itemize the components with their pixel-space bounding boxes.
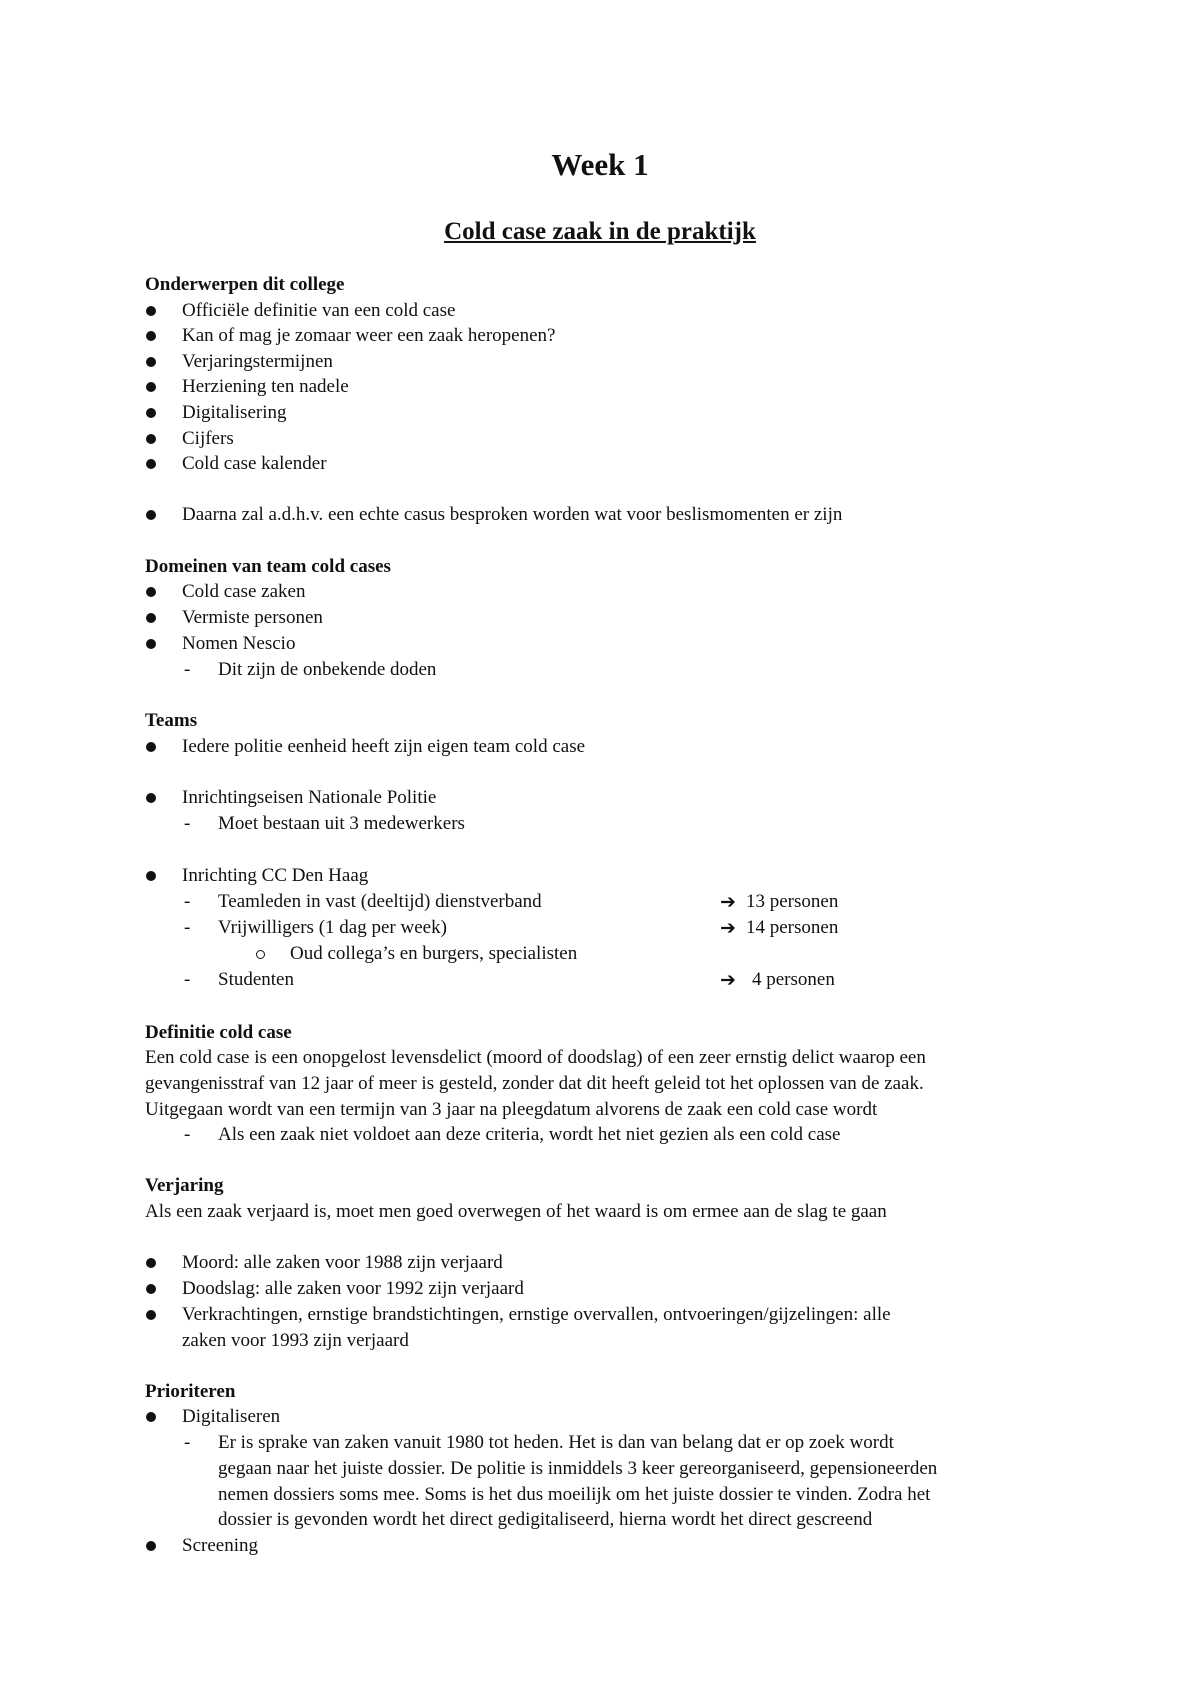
heading-teams: Teams <box>145 710 198 731</box>
dash-marker: - <box>184 813 191 834</box>
list-item: Cold case zaken <box>182 581 306 602</box>
bullet <box>146 382 156 392</box>
team-row-value: 4 personen <box>752 969 835 990</box>
arrow-right-icon: ➔ <box>720 969 736 991</box>
arrow-right-icon: ➔ <box>720 917 736 939</box>
list-item: Cold case kalender <box>182 453 327 474</box>
list-item: Inrichtingseisen Nationale Politie <box>182 787 437 808</box>
paragraph-line: Uitgegaan wordt van een termijn van 3 jaar na pleegdatum alvorens de zaak een cold case wordt <box>145 1099 878 1120</box>
paragraph-line: Een cold case is een onopgelost levensdelict (moord of doodslag) of een zeer ernstig delict waarop een <box>145 1047 926 1068</box>
dash-marker: - <box>184 891 191 912</box>
list-item: Digitalisering <box>182 402 287 423</box>
sub-item: Moet bestaan uit 3 medewerkers <box>218 813 465 834</box>
list-item: Nomen Nescio <box>182 633 296 654</box>
sub-item-line: gegaan naar het juiste dossier. De politie is inmiddels 3 keer gereorganiseerd, gepensioneerden <box>218 1458 938 1479</box>
bullet <box>146 434 156 444</box>
list-item: Vermiste personen <box>182 607 323 628</box>
list-item: Moord: alle zaken voor 1988 zijn verjaard <box>182 1252 503 1273</box>
paragraph-line: Als een zaak verjaard is, moet men goed overwegen of het waard is om ermee aan de slag te gaan <box>145 1201 887 1222</box>
page-subtitle: Cold case zaak in de praktijk <box>444 218 756 245</box>
bullet <box>146 587 156 597</box>
dash-marker: - <box>184 1432 191 1453</box>
bullet <box>146 1541 156 1551</box>
list-item-continuation: zaken voor 1993 zijn verjaard <box>182 1330 409 1351</box>
bullet <box>146 742 156 752</box>
list-item: Doodslag: alle zaken voor 1992 zijn verjaard <box>182 1278 524 1299</box>
heading-onderwerpen: Onderwerpen dit college <box>145 274 345 295</box>
team-row-label: Studenten <box>218 969 294 990</box>
bullet <box>146 331 156 341</box>
sub-sub-item: Oud collega’s en burgers, specialisten <box>290 943 578 964</box>
sub-item-line: Er is sprake van zaken vanuit 1980 tot heden. Het is dan van belang dat er op zoek wordt <box>218 1432 894 1453</box>
heading-prioriteren: Prioriteren <box>145 1381 236 1402</box>
list-item: Inrichting CC Den Haag <box>182 865 369 886</box>
sub-item: Als een zaak niet voldoet aan deze criteria, wordt het niet gezien als een cold case <box>218 1124 841 1145</box>
list-item: Verjaringstermijnen <box>182 351 333 372</box>
bullet <box>146 510 156 520</box>
bullet <box>146 459 156 469</box>
list-item: Daarna zal a.d.h.v. een echte casus besproken worden wat voor beslismomenten er zijn <box>182 504 843 525</box>
paragraph-line: gevangenisstraf van 12 jaar of meer is gesteld, zonder dat dit heeft geleid tot het oplossen van de zaak. <box>145 1073 924 1094</box>
team-row-label: Vrijwilligers (1 dag per week) <box>218 917 447 938</box>
list-item: Verkrachtingen, ernstige brandstichtingen, ernstige overvallen, ontvoeringen/gijzelingen: alle <box>182 1304 891 1325</box>
circle-marker <box>256 950 265 959</box>
team-row-label: Teamleden in vast (deeltijd) dienstverband <box>218 891 542 912</box>
bullet <box>146 1284 156 1294</box>
heading-verjaring: Verjaring <box>145 1175 224 1196</box>
bullet <box>146 1258 156 1268</box>
list-item: Cijfers <box>182 428 234 449</box>
dash-marker: - <box>184 1124 191 1145</box>
heading-domeinen: Domeinen van team cold cases <box>145 556 391 577</box>
bullet <box>146 1310 156 1320</box>
bullet <box>146 871 156 881</box>
list-item: Digitaliseren <box>182 1406 281 1427</box>
bullet <box>146 1412 156 1422</box>
heading-definitie: Definitie cold case <box>145 1022 292 1043</box>
team-row-value: 13 personen <box>746 891 839 912</box>
bullet <box>146 306 156 316</box>
dash-marker: - <box>184 659 191 680</box>
page-title: Week 1 <box>551 147 649 182</box>
list-item: Screening <box>182 1535 258 1556</box>
bullet <box>146 357 156 367</box>
list-item: Kan of mag je zomaar weer een zaak heropenen? <box>182 325 556 346</box>
bullet <box>146 793 156 803</box>
bullet <box>146 613 156 623</box>
sub-item-line: nemen dossiers soms mee. Soms is het dus moeilijk om het juiste dossier te vinden. Zodra het <box>218 1484 931 1505</box>
dash-marker: - <box>184 969 191 990</box>
team-row-value: 14 personen <box>746 917 839 938</box>
bullet <box>146 408 156 418</box>
list-item: Herziening ten nadele <box>182 376 349 397</box>
bullet <box>146 639 156 649</box>
arrow-right-icon: ➔ <box>720 891 736 913</box>
sub-item: Dit zijn de onbekende doden <box>218 659 437 680</box>
list-item: Officiële definitie van een cold case <box>182 300 456 321</box>
dash-marker: - <box>184 917 191 938</box>
sub-item-line: dossier is gevonden wordt het direct gedigitaliseerd, hierna wordt het direct gescreend <box>218 1509 873 1530</box>
list-item: Iedere politie eenheid heeft zijn eigen team cold case <box>182 736 586 757</box>
